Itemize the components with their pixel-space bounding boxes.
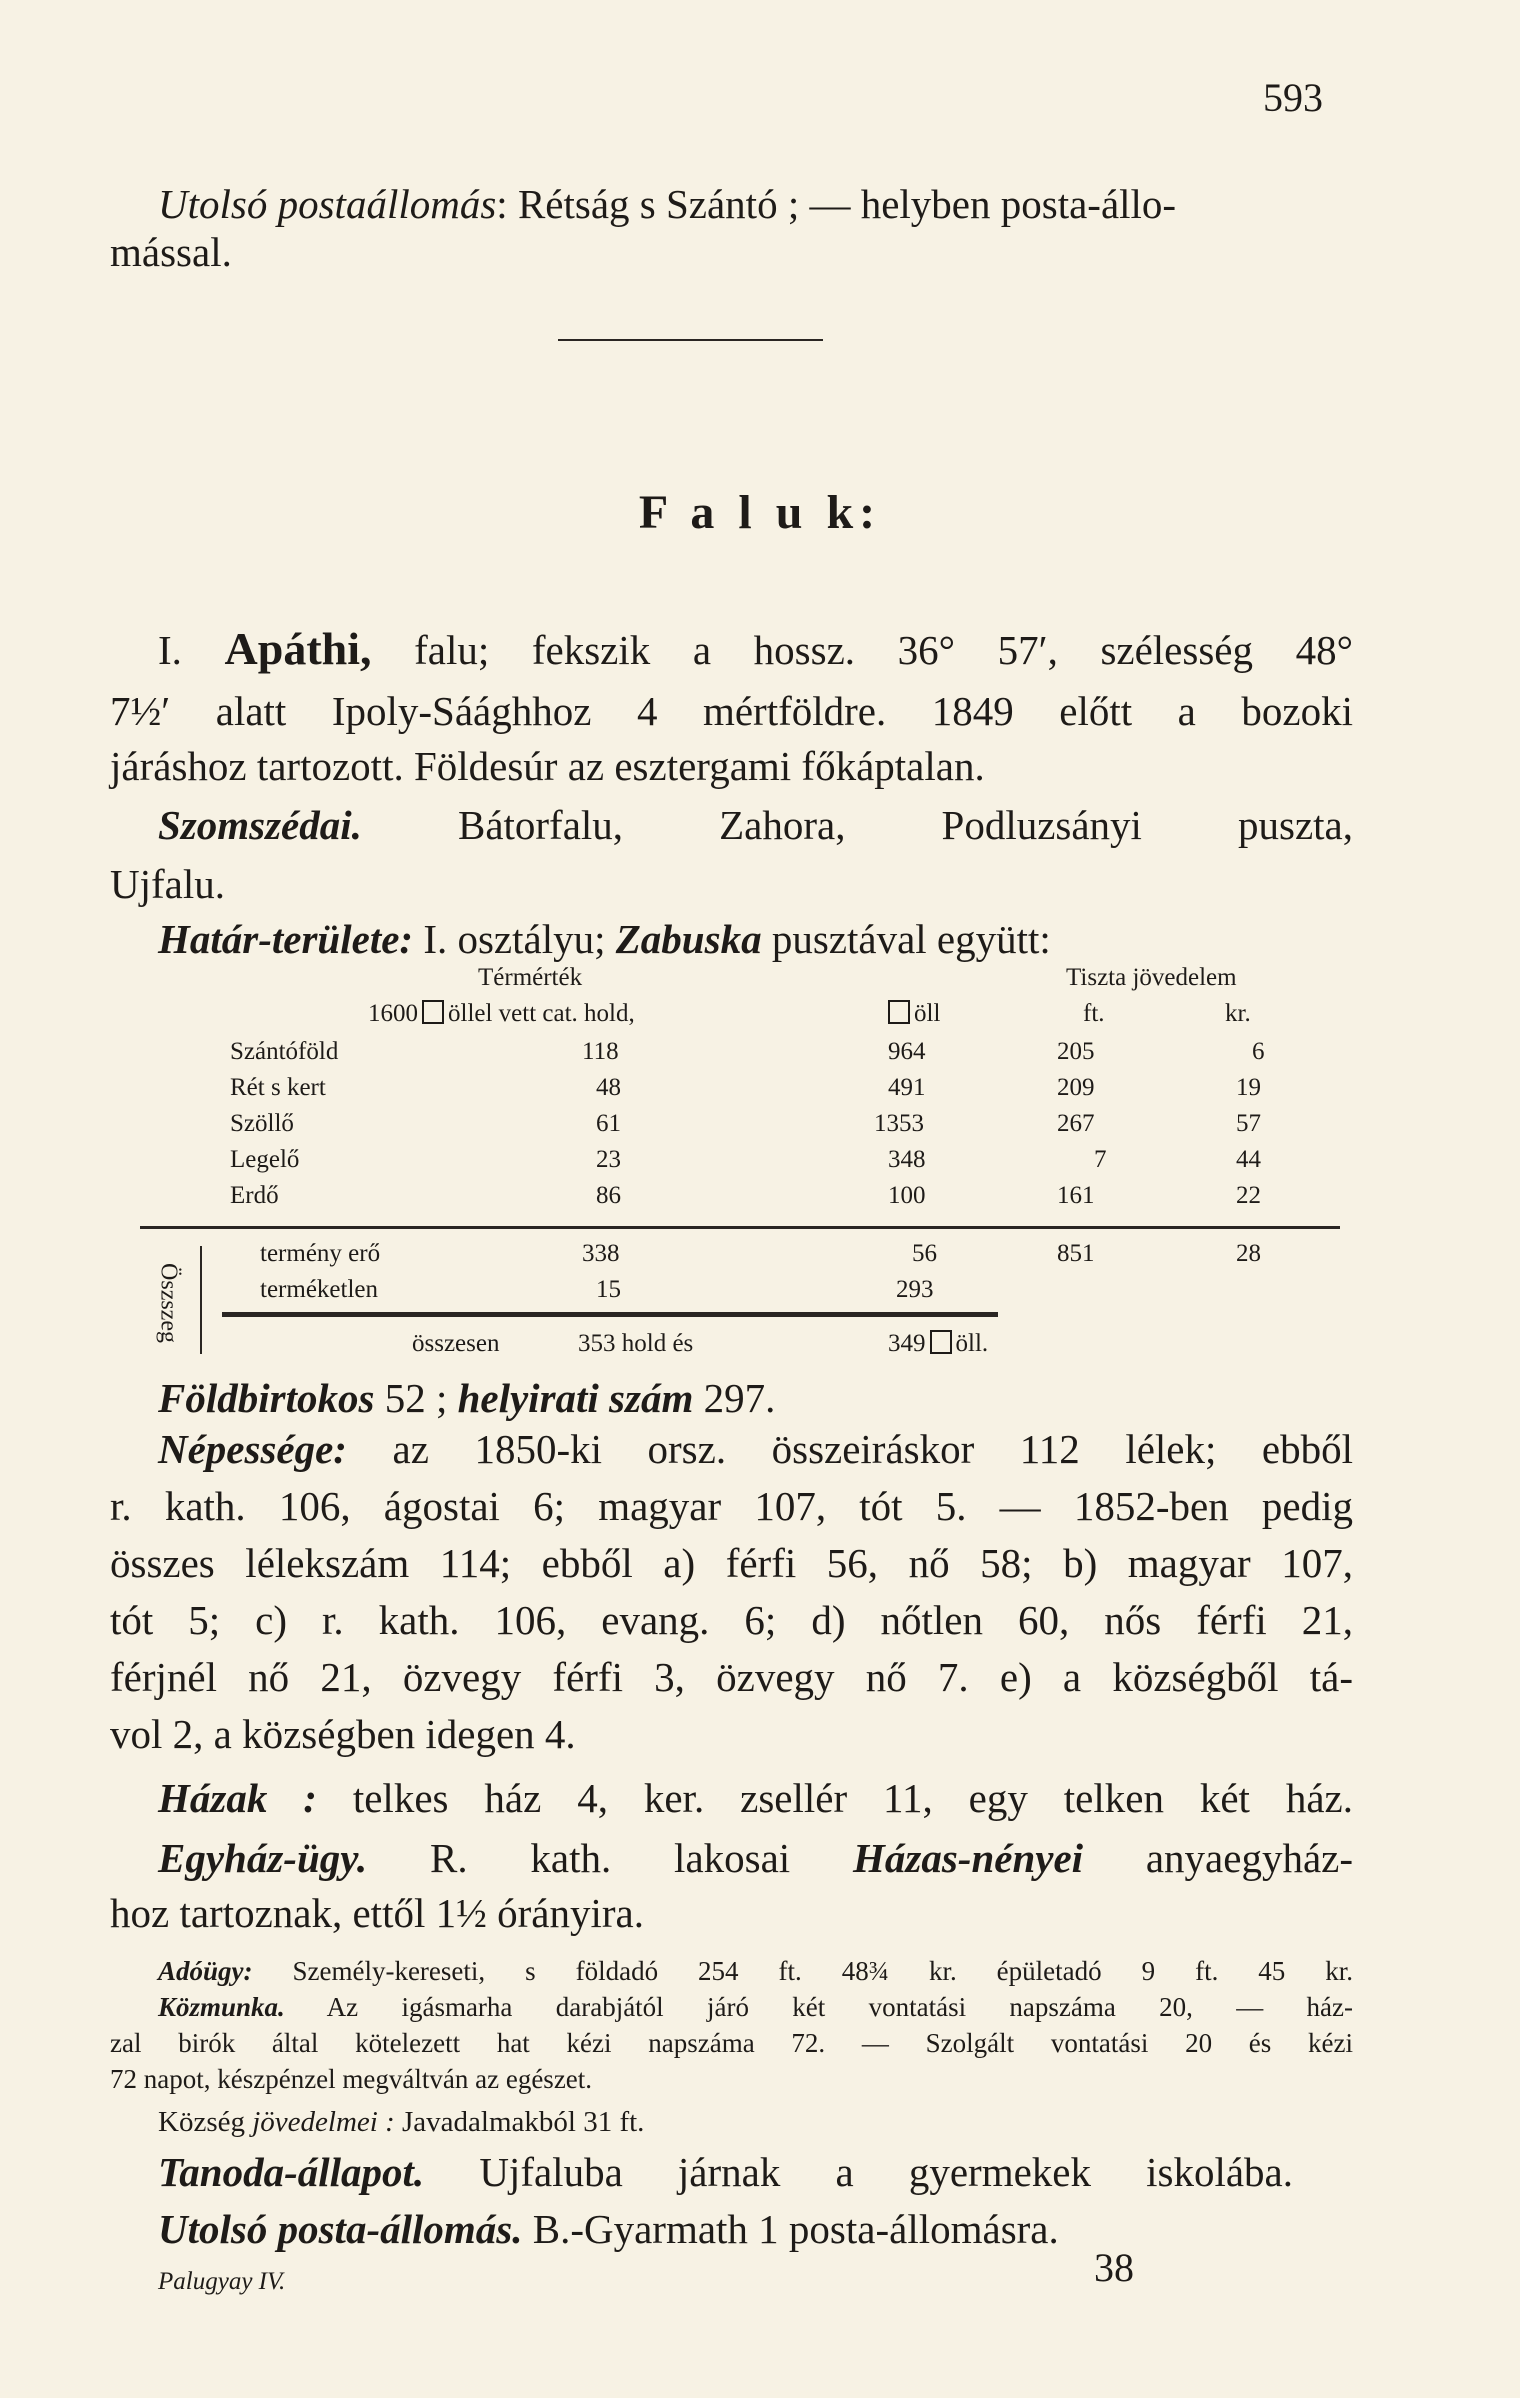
total-hold: 353 hold és [578,1330,694,1357]
landowners-line: Földbirtokos 52 ; helyirati szám 297. [158,1375,776,1421]
sub-row-ft: 851 [1057,1240,1095,1267]
row-kr: 6 [1252,1038,1265,1065]
sub-row-name: terméketlen [260,1276,378,1303]
post-label: Utolsó posta-állomás. [158,2206,523,2252]
sub-row-oll: 56 [912,1240,937,1267]
table-head-oll: öll [884,1000,940,1028]
school-line: Tanoda-állapot. Ujfaluba járnak a gyermekek iskolába. [158,2149,1294,2195]
row-oll: 491 [888,1074,926,1101]
sub-row-name: termény erő [260,1240,381,1267]
houses-label: Házak : [158,1775,317,1821]
row-kr: 57 [1236,1110,1261,1137]
row-ft: 205 [1057,1038,1095,1065]
head-1600: 1600 [368,1000,418,1027]
square-symbol-icon [930,1330,952,1354]
entry-number: I. [158,627,182,673]
table-rule [140,1226,1340,1229]
village-name: Apáthi, [224,623,372,674]
area-rest: pusztával együtt: [771,916,1051,962]
row-kr: 44 [1236,1146,1261,1173]
row-ft: 267 [1057,1110,1095,1137]
page-number: 593 [1263,75,1323,120]
top-line-1-rest: : Rétság s Szántó ; — helyben posta-állo- [496,181,1177,227]
row-name: Rét s kert [230,1074,326,1101]
row-ft: 209 [1057,1074,1095,1101]
sub-row-hold: 338 [582,1240,620,1267]
entry-line-1-text: falu; fekszik a hossz. 36° 57′, szélesség 48° [414,627,1353,673]
population-label: Népessége: [158,1426,347,1472]
landowners-label: Földbirtokos [158,1375,375,1421]
row-kr: 19 [1236,1074,1261,1101]
square-symbol-icon [422,1000,444,1024]
area-label: Határ-területe: [158,916,414,962]
neighbors-label: Szomszédai. [158,802,362,848]
tax-line-3: zal birók által kötelezett hat kézi napszáma 72. — Szolgált vontatási 20 és kézi [110,2028,1353,2058]
entry-line-3: járáshoz tartozott. Földesúr az esztergami főkáptalan. [110,743,985,789]
row-oll: 348 [888,1146,926,1173]
row-name: Szöllő [230,1110,294,1137]
population-line-2: r. kath. 106, ágostai 6; magyar 107, tót 5. — 1852-ben pedig [110,1483,1353,1529]
income-label-b: jövedelmei : [252,2106,395,2138]
top-label: Utolsó postaállomás [158,181,497,227]
row-hold: 61 [596,1110,621,1137]
row-name: Erdő [230,1182,279,1209]
brace [200,1246,216,1354]
tax-line-2: Közmunka. Az igásmarha darabjától járó két vontatási napszáma 20, — ház- [158,1992,1354,2022]
sub-row-hold: 15 [596,1276,621,1303]
total-rule [222,1312,998,1317]
row-name: Legelő [230,1146,300,1173]
neighbors-line-2: Ujfalu. [110,861,225,907]
church-line-1: Egyház-ügy. R. kath. lakosai Házas-nényei anyaegyház- [158,1835,1354,1881]
table-head-kr: kr. [1225,1000,1251,1027]
houses-line: Házak : telkes ház 4, ker. zsellér 11, egy telken két ház. [158,1775,1354,1821]
tax-label: Adóügy: [158,1956,253,1986]
sub-row-kr: 28 [1236,1240,1261,1267]
entry-line-2: 7½′ alatt Ipoly-Sáághhoz 4 mértföldre. 1849 előtt a bozoki [110,688,1353,734]
row-oll: 964 [888,1038,926,1065]
top-line-2: mással. [110,229,232,275]
table-head-income: Tiszta jövedelem [1066,964,1237,991]
cadastral-label: helyirati szám [457,1375,694,1421]
row-hold: 48 [596,1074,621,1101]
table-head-unit [368,1000,635,1028]
footer-left: Palugyay IV. [158,2268,286,2295]
total-oll: 349 öll. [888,1330,989,1357]
income-line: Község jövedelmei : Javadalmakból 31 ft. [158,2106,645,2138]
population-line-1: Népessége: az 1850-ki orsz. összeiráskor 112 lélek; ebből [158,1426,1354,1472]
area-mid: I. osztályu; [423,916,606,962]
tax-line-4: 72 napot, készpénzel megváltván az egészet. [110,2064,593,2094]
table-head-ft: ft. [1083,1000,1105,1027]
church-label: Egyház-ügy. [158,1835,368,1881]
neighbors-text: Bátorfalu, Zahora, Podluzsányi puszta, [457,802,1353,848]
sum-side-label-wrap [148,1240,188,1366]
area-name: Zabuska [615,916,762,962]
mother-church: Házas-nényei [853,1835,1084,1881]
population-line-4: tót 5; c) r. kath. 106, evang. 6; d) nőtlen 60, nős férfi 21, [110,1597,1353,1643]
population-line-6: vol 2, a községben idegen 4. [110,1711,576,1757]
signature-mark: 38 [1094,2245,1134,2290]
population-line-5: férjnél nő 21, özvegy férfi 3, özvegy nő 7. e) a községből tá- [110,1654,1353,1700]
school-label: Tanoda-állapot. [158,2149,425,2195]
row-name: Szántóföld [230,1038,339,1065]
square-symbol-icon [888,1000,910,1024]
sub-row-oll: 293 [896,1276,934,1303]
post-line: Utolsó posta-állomás. B.-Gyarmath 1 posta-állomásra. [158,2206,1059,2252]
row-ft: 7 [1094,1146,1107,1173]
row-oll: 100 [888,1182,926,1209]
row-kr: 22 [1236,1182,1261,1209]
church-line-2: hoz tartoznak, ettől 1½ órányira. [110,1890,644,1936]
section-title: F a l u k: [638,486,882,539]
row-ft: 161 [1057,1182,1095,1209]
row-oll: 1353 [874,1110,924,1137]
total-label: összesen [412,1330,500,1357]
income-label-a: Község [158,2106,245,2138]
table-head-area: Térmérték [478,964,583,991]
row-hold: 23 [596,1146,621,1173]
sum-side-label: Öszszeg [155,1263,182,1343]
population-line-3: összes lélekszám 114; ebből a) férfi 56, nő 58; b) magyar 107, [110,1540,1353,1586]
row-hold: 86 [596,1182,621,1209]
head-hold: öllel vett cat. hold, [448,1000,635,1027]
public-work-label: Közmunka. [158,1992,285,2022]
tax-line-1: Adóügy: Személy-kereseti, s földadó 254 ft. 48¾ kr. épületadó 9 ft. 45 kr. [158,1956,1354,1986]
row-hold: 118 [582,1038,619,1065]
